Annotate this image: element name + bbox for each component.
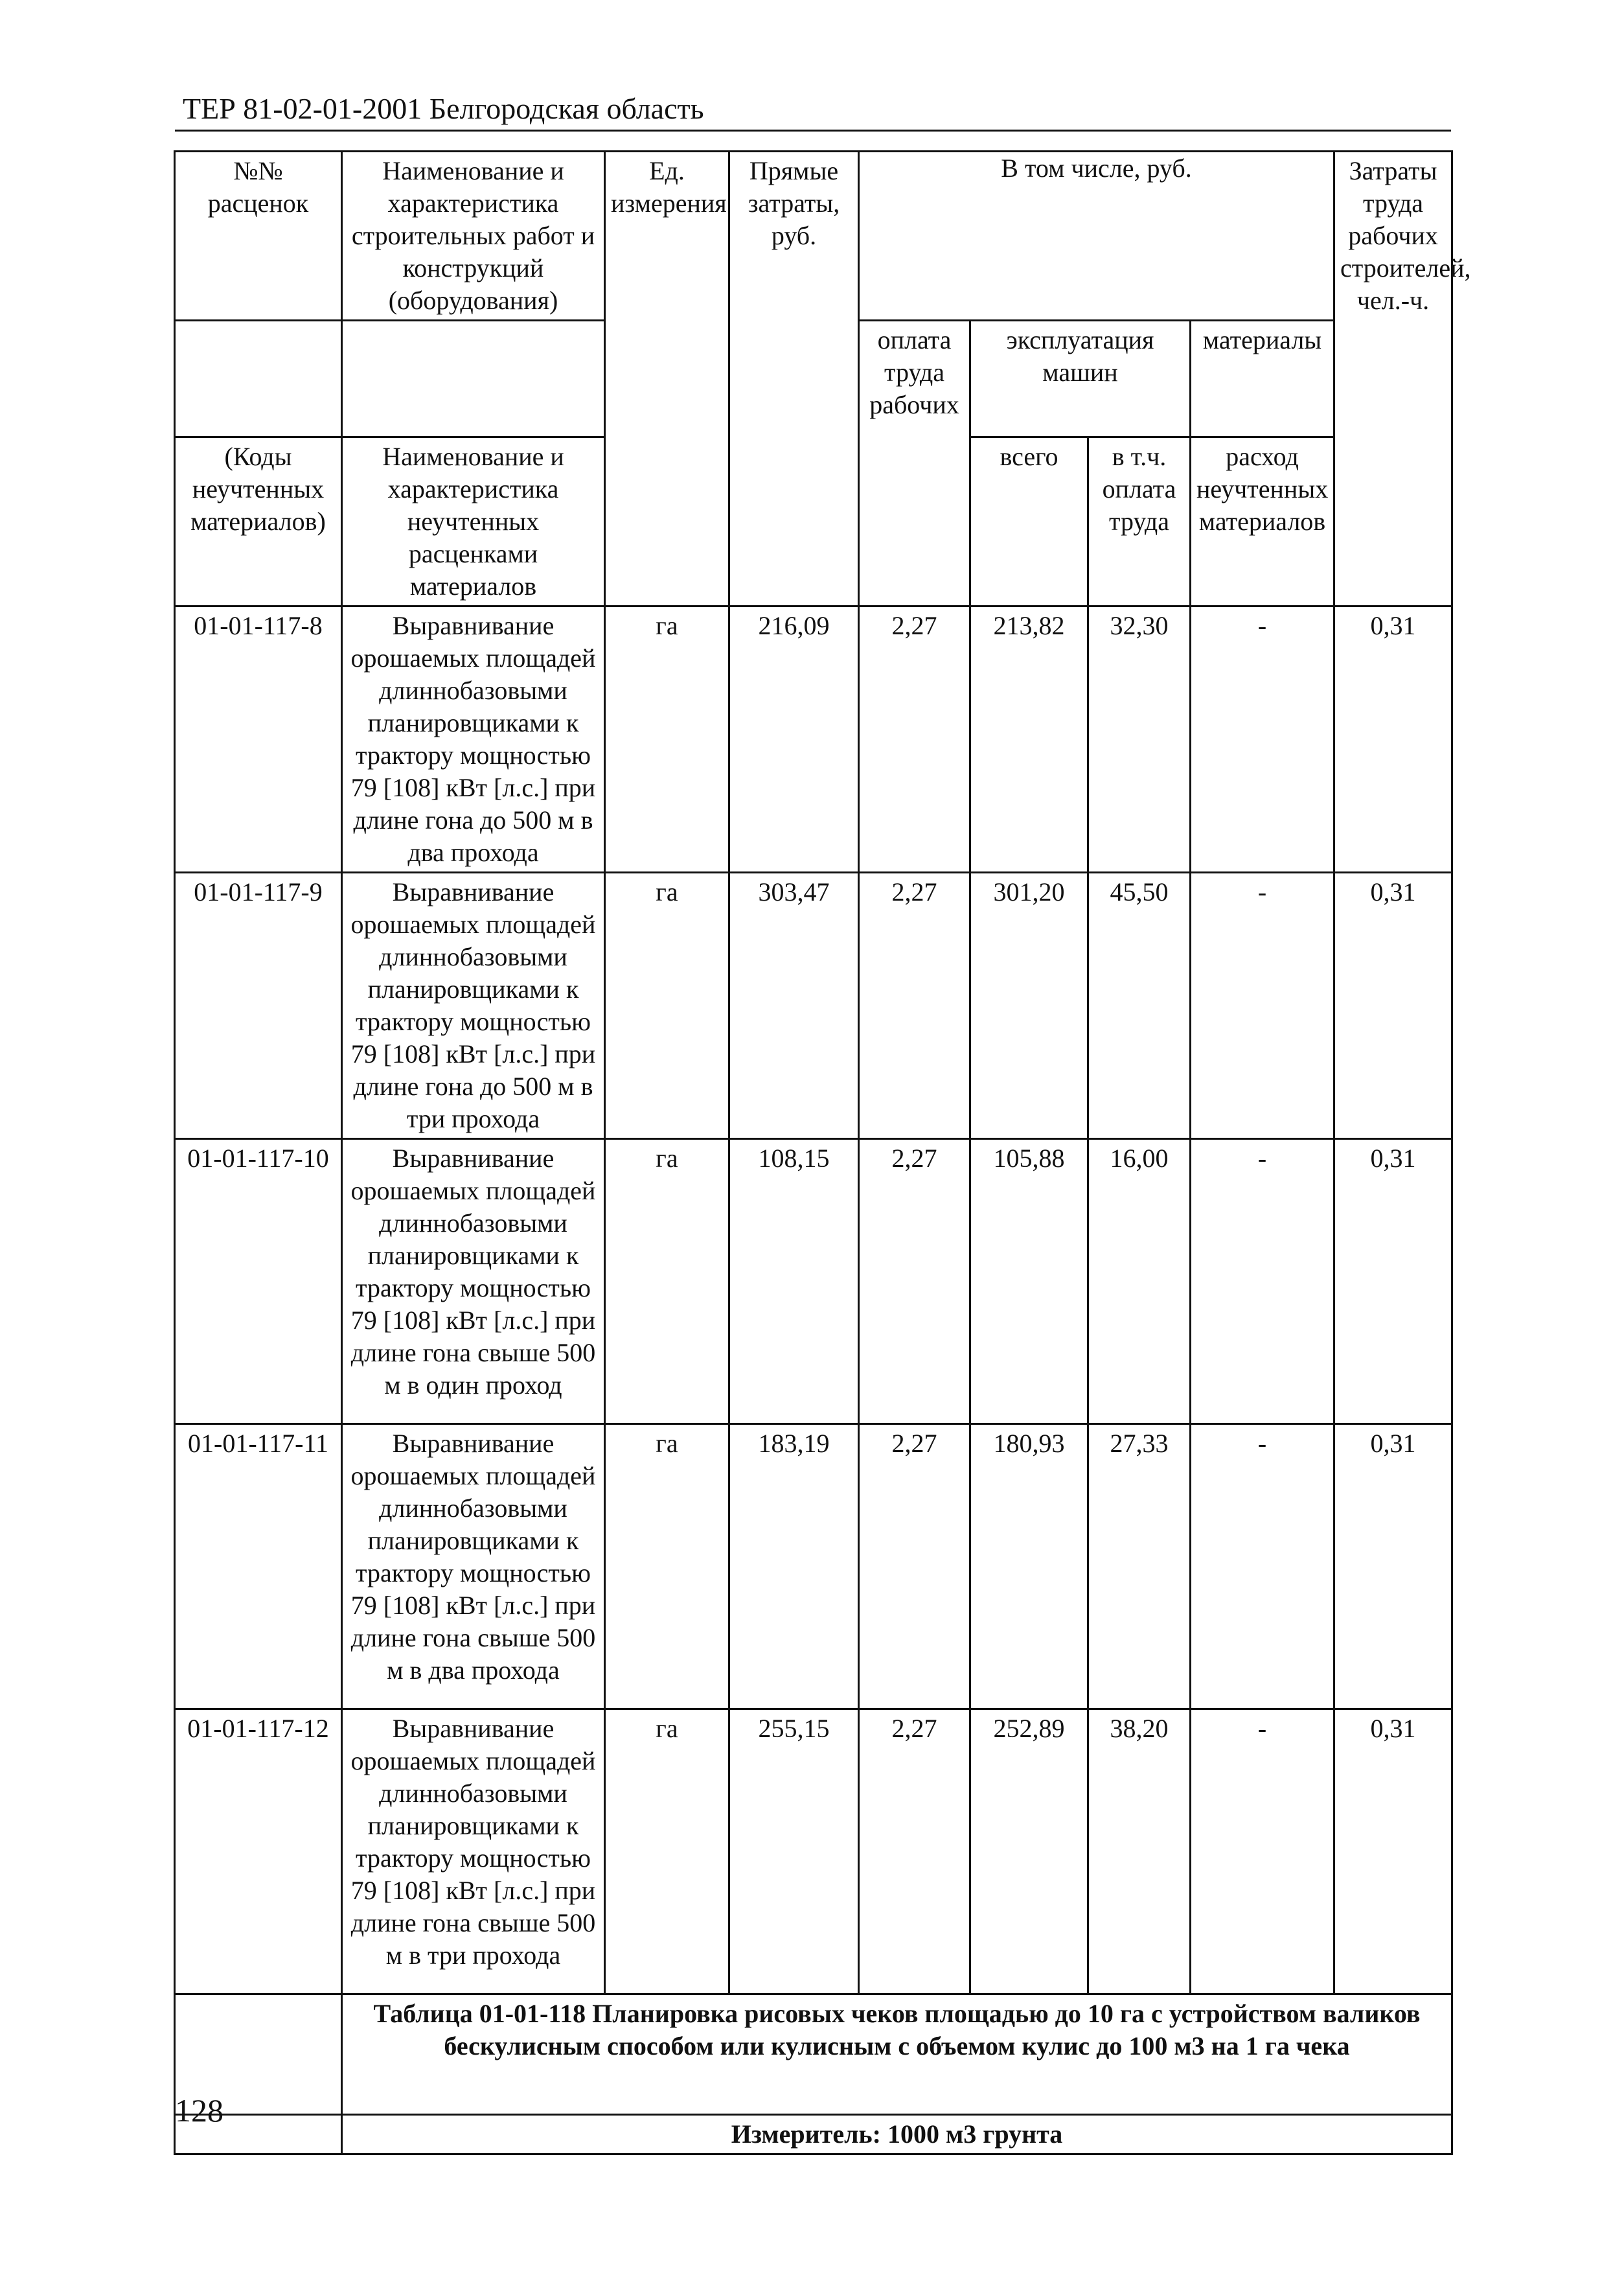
- rate-labor-pay: 2,27: [859, 606, 970, 873]
- rate-machines-total: 180,93: [970, 1424, 1088, 1709]
- rate-unit: га: [605, 1424, 729, 1709]
- rate-labor-cost: 0,31: [1334, 873, 1452, 1139]
- col-total-header: всего: [970, 437, 1088, 606]
- rate-unit: га: [605, 873, 729, 1139]
- rate-code: 01-01-117-12: [175, 1709, 342, 1994]
- section-unit-row: [175, 2115, 1452, 2154]
- rate-materials: -: [1191, 873, 1334, 1139]
- col-code-header-gap: [175, 321, 342, 437]
- col-name-header-gap: [342, 321, 605, 437]
- rate-labor-pay: 2,27: [859, 1709, 970, 1994]
- rate-direct: 183,19: [729, 1424, 859, 1709]
- section-unit: Измеритель: 1000 м3 грунта: [342, 2115, 1452, 2154]
- table-row: [175, 873, 1452, 1139]
- col-name-header: Наименование и характеристика строительных работ и конструкций (оборудования): [342, 152, 605, 321]
- rate-machines-pay: 32,30: [1088, 606, 1191, 873]
- rate-labor-pay: 2,27: [859, 1139, 970, 1424]
- table-row: [175, 1139, 1452, 1424]
- rate-labor-pay: 2,27: [859, 1424, 970, 1709]
- col-mat-use-header: расход неучтенных материалов: [1191, 437, 1334, 606]
- table-row: [175, 1709, 1452, 1994]
- rate-materials: -: [1191, 1709, 1334, 1994]
- page-header: ТЕР 81-02-01-2001 Белгородская область: [183, 92, 704, 125]
- col-incl-header: В том числе, руб.: [859, 152, 1334, 321]
- rate-machines-total: 301,20: [970, 873, 1088, 1139]
- rates-table: [174, 150, 1471, 2155]
- rate-labor-cost: 0,31: [1334, 1709, 1452, 1994]
- rate-name: Выравнивание орошаемых площадей длиннобазовыми планировщиками к трактору мощностью 79 [108] кВт [л.с.] при длине гона до 500 м в два прохода: [342, 606, 605, 873]
- rate-machines-pay: 38,20: [1088, 1709, 1191, 1994]
- rate-code: 01-01-117-10: [175, 1139, 342, 1424]
- rate-name: Выравнивание орошаемых площадей длиннобазовыми планировщиками к трактору мощностью 79 [108] кВт [л.с.] при длине гона свыше 500 м в один проход: [342, 1139, 605, 1424]
- rate-machines-total: 213,82: [970, 606, 1088, 873]
- page-number: 128: [175, 2092, 223, 2128]
- rate-labor-cost: 0,31: [1334, 606, 1452, 873]
- col-code-header: №№ расценок: [175, 152, 342, 321]
- col-unit-header: Ед. измерения: [605, 152, 729, 606]
- rate-unit: га: [605, 1139, 729, 1424]
- col-materials-header: материалы: [1191, 321, 1334, 437]
- header-rule: [175, 130, 1451, 132]
- rate-materials: -: [1191, 1424, 1334, 1709]
- rate-direct: 255,15: [729, 1709, 859, 1994]
- rate-labor-pay: 2,27: [859, 873, 970, 1139]
- col-machines-header: эксплуатация машин: [970, 321, 1191, 437]
- col-incl-pay-header: в т.ч. оплата труда: [1088, 437, 1191, 606]
- col-direct-header: Прямые затраты, руб.: [729, 152, 859, 606]
- rate-code: 01-01-117-9: [175, 873, 342, 1139]
- table-row: [175, 606, 1452, 873]
- section-title-row: [175, 1994, 1452, 2115]
- rate-name: Выравнивание орошаемых площадей длиннобазовыми планировщиками к трактору мощностью 79 [108] кВт [л.с.] при длине гона свыше 500 м в два прохода: [342, 1424, 605, 1709]
- rate-labor-cost: 0,31: [1334, 1139, 1452, 1424]
- rate-materials: -: [1191, 1139, 1334, 1424]
- col-labor-cost-header: Затраты труда рабочих строителей, чел.-ч.: [1334, 152, 1452, 606]
- rate-code: 01-01-117-8: [175, 606, 342, 873]
- rate-name: Выравнивание орошаемых площадей длиннобазовыми планировщиками к трактору мощностью 79 [108] кВт [л.с.] при длине гона свыше 500 м в три прохода: [342, 1709, 605, 1994]
- rate-labor-cost: 0,31: [1334, 1424, 1452, 1709]
- rate-direct: 108,15: [729, 1139, 859, 1424]
- rate-machines-pay: 45,50: [1088, 873, 1191, 1139]
- rate-machines-pay: 16,00: [1088, 1139, 1191, 1424]
- rate-unit: га: [605, 1709, 729, 1994]
- rate-materials: -: [1191, 606, 1334, 873]
- col-labor-pay-header: оплата труда рабочих: [859, 321, 970, 606]
- table-row: [175, 1424, 1452, 1709]
- rate-machines-total: 252,89: [970, 1709, 1088, 1994]
- section-title: Таблица 01-01-118 Планировка рисовых чеков площадью до 10 га с устройством валиков бескулисным способом или кулисным с объемом кулис до 100 м3 на 1 га чека: [342, 1994, 1452, 2115]
- rate-direct: 303,47: [729, 873, 859, 1139]
- rate-direct: 216,09: [729, 606, 859, 873]
- rate-code: 01-01-117-11: [175, 1424, 342, 1709]
- rate-machines-pay: 27,33: [1088, 1424, 1191, 1709]
- table-head-row-1: [175, 152, 1452, 321]
- col-name-sub-header: Наименование и характеристика неучтенных расценками материалов: [342, 437, 605, 606]
- rate-name: Выравнивание орошаемых площадей длиннобазовыми планировщиками к трактору мощностью 79 [108] кВт [л.с.] при длине гона до 500 м в три прохода: [342, 873, 605, 1139]
- col-code-sub-header: (Коды неучтенных материалов): [175, 437, 342, 606]
- rate-machines-total: 105,88: [970, 1139, 1088, 1424]
- rate-unit: га: [605, 606, 729, 873]
